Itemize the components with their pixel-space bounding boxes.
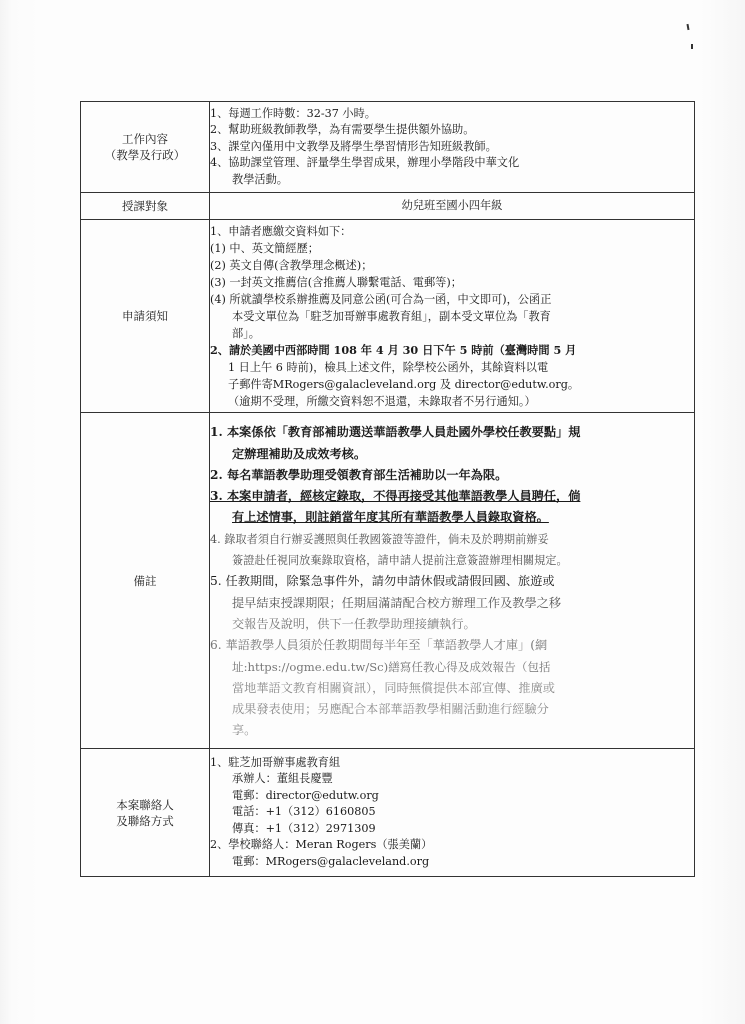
label-contact-line2: 及聯絡方式 xyxy=(116,813,174,828)
notes-line: 4. 錄取者須自行辦妥護照與任教國簽證等證件，倘未及於聘期前辦妥 xyxy=(210,532,549,546)
notes-line: 定辦理補助及成效考核。 xyxy=(232,446,367,461)
application-line: （逾期不受理，所繳交資料恕不退還，未錄取者不另行通知。） xyxy=(228,394,536,408)
notes-line: 1. 本案係依「教育部補助選送華語教學人員赴國外學校任教要點」規 xyxy=(210,425,581,440)
notes-line: 簽證赴任視同放棄錄取資格，請申請人提前注意簽證辦理相關規定。 xyxy=(232,554,568,568)
notes-line: 當地華語文教育相關資訊），同時無償提供本部宣傳、推廣或 xyxy=(232,680,555,695)
label-duties-line2: （教學及行政） xyxy=(104,148,186,162)
row-duties xyxy=(81,102,695,193)
label-contact xyxy=(81,749,210,877)
notes-line: 3. 本案申請者，經核定錄取，不得再接受其他華語教學人員聘任，倘 xyxy=(210,489,581,504)
application-line: (3) 一封英文推薦信(含推薦人聯繫電話、電郵等)； xyxy=(210,275,462,289)
label-contact-line1: 本案聯絡人 xyxy=(116,797,174,812)
notes-line: 提早結束授課期限；任期屆滿請配合校方辦理工作及教學之移 xyxy=(232,595,562,610)
application-line: 1、申請者應繳交資料如下： xyxy=(210,224,352,238)
application-line: (4) 所就讀學校系辦推薦及同意公函(可合為一函，中文即可)，公函正 xyxy=(210,292,552,306)
duties-line: 4、協助課堂管理、評量學生學習成果，辦理小學階段中華文化 xyxy=(210,156,520,170)
notes-line: 2. 每名華語教學助理受領教育部生活補助以一年為限。 xyxy=(210,467,508,482)
application-line: 本受文單位為「駐芝加哥辦事處教育組」，副本受文單位為「教育 xyxy=(232,309,551,323)
notes-line: 址:https://ogme.edu.tw/Sc)繕寫任教心得及成效報告（包括 xyxy=(232,659,551,674)
duties-line: 教學活動。 xyxy=(232,172,288,186)
label-duties xyxy=(81,102,210,193)
duties-line: 2、幫助班級教師教學，為有需要學生提供額外協助。 xyxy=(210,123,475,137)
application-line: (1) 中、英文簡經歷； xyxy=(210,241,319,255)
target-value: 幼兒班至國小四年級 xyxy=(210,193,695,220)
row-contact xyxy=(81,749,695,877)
application-line: 子郵件寄MRogers@galacleveland.org 及 director@edutw.org。 xyxy=(228,377,580,391)
application-line: 部」。 xyxy=(232,326,260,340)
application-line: 2、請於美國中西部時間 108 年 4 月 30 日下午 5 時前（臺灣時間 5 月 xyxy=(210,342,577,357)
contact-phone: 電話：+1（312）6160805 xyxy=(232,805,376,819)
notes-line: 交報告及說明，供下一任教學助理接續執行。 xyxy=(232,616,476,631)
contact-line: 2、學校聯絡人：Meran Rogers（張美蘭） xyxy=(210,838,433,852)
label-target: 授課對象 xyxy=(81,193,210,220)
scan-mark xyxy=(691,44,693,49)
requirements-table xyxy=(80,101,695,877)
contact-fax: 傳真：+1（312）2971309 xyxy=(232,821,376,835)
contact-email: 電郵：director@edutw.org xyxy=(232,788,379,802)
contact-line: 1、駐芝加哥辦事處教育組 xyxy=(210,755,341,769)
label-duties-line1: 工作內容 xyxy=(122,132,168,146)
row-target xyxy=(81,193,695,220)
notes-line: 成果發表使用；另應配合本部華語教學相關活動進行經驗分 xyxy=(232,702,549,717)
duties-line: 1、每週工作時數：32-37 小時。 xyxy=(210,106,376,120)
row-application xyxy=(81,220,695,413)
contact-line: 承辦人：董組長慶豐 xyxy=(232,772,333,786)
content-contact xyxy=(210,749,695,877)
application-line: 1 日上午 6 時前)，檢具上述文件，除學校公函外，其餘資料以電 xyxy=(228,360,549,374)
contact-email: 電郵：MRogers@galacleveland.org xyxy=(232,854,430,868)
application-line: (2) 英文自傳(含教學理念概述)； xyxy=(210,258,373,272)
label-notes: 備註 xyxy=(81,413,210,749)
notes-line: 享。 xyxy=(232,723,257,738)
notes-line: 5. 任教期間，除緊急事件外，請勿申請休假或請假回國、旅遊或 xyxy=(210,574,555,589)
notes-line: 有上述情事，則註銷當年度其所有華語教學人員錄取資格。 xyxy=(232,510,549,525)
content-application xyxy=(210,220,695,413)
content-notes xyxy=(210,413,695,749)
notes-line: 6. 華語教學人員須於任教期間每半年至「華語教學人才庫」(網 xyxy=(210,638,548,653)
content-duties xyxy=(210,102,695,193)
duties-line: 3、課堂內僅用中文教學及將學生學習情形告知班級教師。 xyxy=(210,139,497,153)
label-application: 申請須知 xyxy=(81,220,210,413)
row-notes xyxy=(81,413,695,749)
